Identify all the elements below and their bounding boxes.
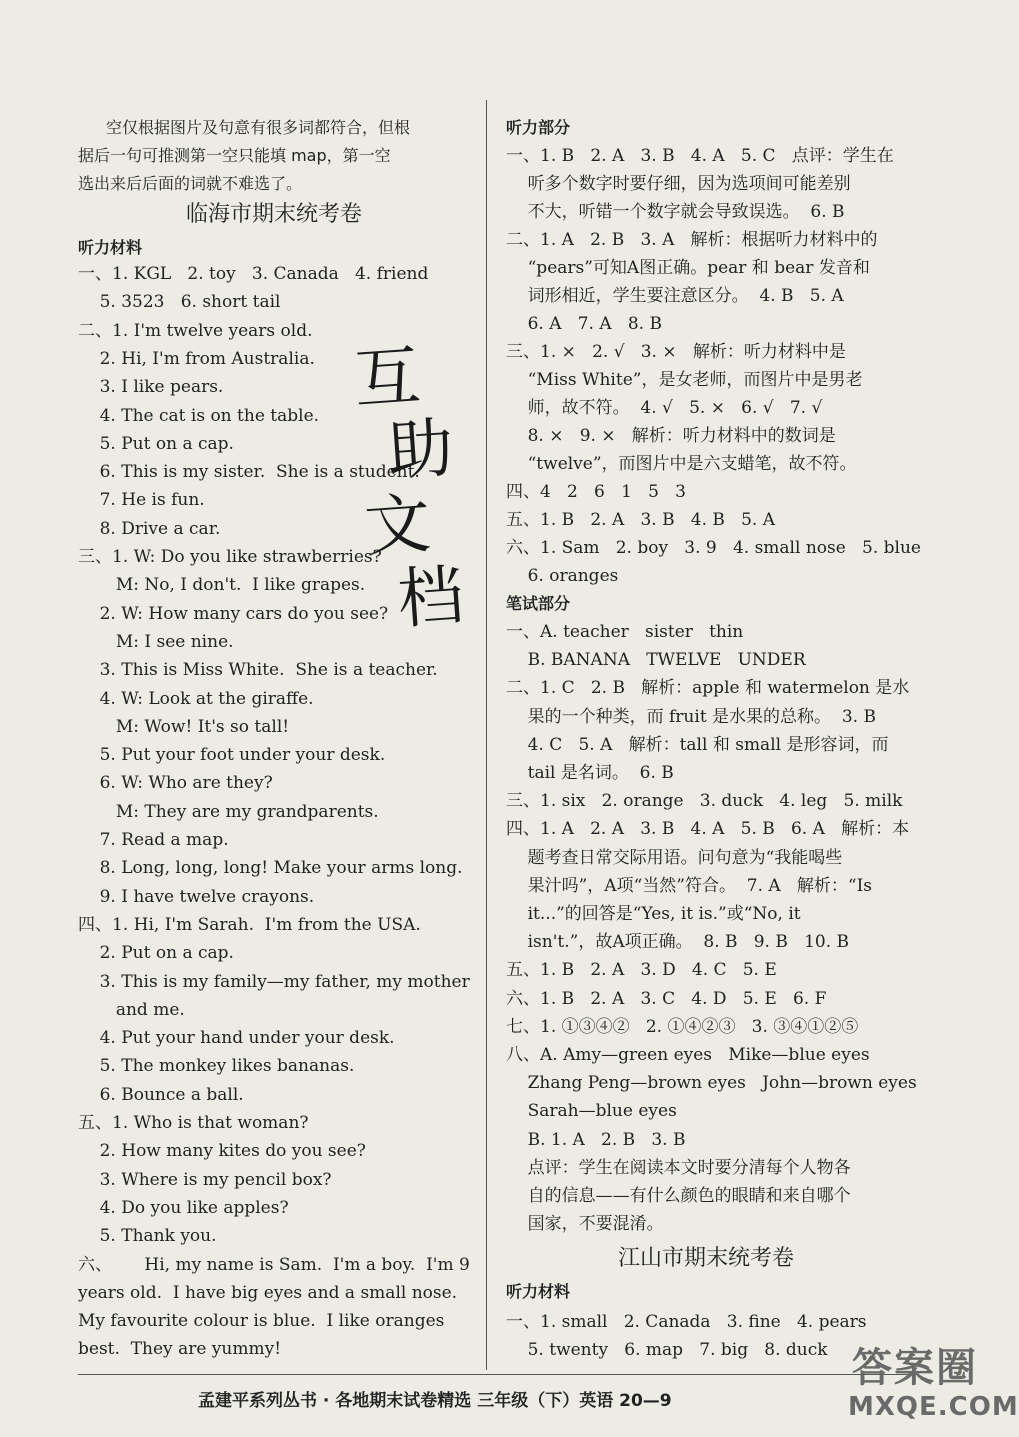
handwritten-char: 互 [351, 336, 427, 419]
answer-line: 三、1. six 2. orange 3. duck 4. leg 5. milk [506, 791, 903, 812]
answer-line: 五、1. Who is that woman? [78, 1113, 309, 1133]
answer-line: 题考查日常交际用语。问句意为“我能喝些 [506, 847, 843, 868]
answer-line: 3. Where is my pencil box? [78, 1169, 332, 1190]
answer-line: 5. twenty 6. map 7. big 8. duck [506, 1340, 828, 1360]
answer-line: 点评：学生在阅读本文时要分清每个人物各 [506, 1157, 851, 1178]
answer-line: 二、1. C 2. B 解析：apple 和 watermelon 是水 [506, 678, 910, 699]
answer-line: 三、1. W: Do you like strawberries? [78, 547, 382, 567]
handwritten-char: 文 [361, 484, 438, 567]
answer-line: “pears”可知A图正确。pear 和 bear 发音和 [506, 258, 870, 278]
answer-line: 3. I like pears. [78, 377, 224, 398]
answer-line: 8. × 9. × 解析：听力材料中的数词是 [506, 426, 836, 446]
answer-line: 一、1. KGL 2. toy 3. Canada 4. friend [78, 264, 429, 284]
answer-line: tail 是名词。 6. B [506, 763, 674, 783]
answer-line: 自的信息——有什么颜色的眼睛和来自哪个 [506, 1186, 851, 1206]
answer-line: 一、A. teacher sister thin [506, 622, 744, 642]
answer-line: and me. [78, 999, 185, 1020]
answer-line: 二、1. A 2. B 3. A 解析：根据听力材料中的 [506, 230, 878, 250]
intro-line: 据后一句可推测第一空只能填 map，第一空 [78, 146, 391, 165]
answer-line: 2. W: How many cars do you see? [78, 603, 389, 624]
answer-line: 5. 3523 6. short tail [78, 292, 281, 313]
answer-line: 6. oranges [506, 566, 619, 586]
answer-line: 三、1. × 2. √ 3. × 解析：听力材料中是 [506, 342, 846, 362]
answer-line: 听多个数字时要仔细，因为选项间可能差别 [506, 174, 851, 194]
section-heading: 笔试部分 [506, 594, 571, 613]
answer-line: 4. W: Look at the giraffe. [78, 688, 314, 709]
answer-line: 国家，不要混淆。 [506, 1214, 664, 1235]
watermark-url: MXQE.COM [848, 1392, 1019, 1422]
answer-line: 六、1. B 2. A 3. C 4. D 5. E 6. F [506, 988, 827, 1009]
answer-line: 二、1. I'm twelve years old. [78, 320, 313, 341]
answer-line: B. BANANA TWELVE UNDER [506, 650, 806, 671]
answer-line: Sarah—blue eyes [506, 1101, 677, 1122]
answer-line: 五、1. B 2. A 3. B 4. B 5. A [506, 510, 775, 530]
answer-line: 6. This is my sister. She is a student. [78, 462, 420, 483]
answer-line: M: Wow! It's so tall! [78, 716, 290, 737]
answer-line: isn't.”，故A项正确。 8. B 9. B 10. B [506, 932, 849, 953]
answer-line: 6. A 7. A 8. B [506, 314, 662, 334]
answer-line: 六、1. Sam 2. boy 3. 9 4. small nose 5. blue [506, 538, 921, 558]
answer-line: 5. Put on a cap. [78, 433, 234, 454]
answer-line: 果汁吗”，A项“当然”符合。 7. A 解析：“Is [506, 875, 873, 896]
handwritten-char: 助 [384, 408, 460, 491]
answer-line: 3. This is my family—my father, my mother [78, 971, 470, 992]
answer-line: 一、1. small 2. Canada 3. fine 4. pears [506, 1312, 867, 1332]
answer-line: 师，故不符。 4. √ 5. × 6. √ 7. √ [506, 398, 823, 418]
answer-line: 6. W: Who are they? [78, 773, 273, 794]
site-watermark [842, 1336, 1019, 1430]
answer-line: 5. The monkey likes bananas. [78, 1056, 355, 1077]
answer-line: M: No, I don't. I like grapes. [78, 575, 366, 596]
answer-line: 2. Put on a cap. [78, 943, 234, 964]
answer-line: “twelve”，而图片中是六支蜡笔，故不符。 [506, 454, 857, 474]
answer-line: 5. Put your foot under your desk. [78, 745, 386, 766]
section-title: 江山市期末统考卷 [617, 1246, 794, 1271]
footer-rule [78, 1374, 908, 1375]
answer-line: best. They are yummy! [78, 1339, 282, 1360]
answer-line: 6. Bounce a ball. [78, 1084, 244, 1105]
answer-line: 4. Do you like apples? [78, 1197, 289, 1218]
handwritten-char: 档 [395, 556, 471, 639]
answer-line: 5. Thank you. [78, 1226, 217, 1247]
section-heading: 听力材料 [506, 1282, 571, 1301]
watermark-logo: 答案圈 [852, 1345, 978, 1391]
answer-line: Zhang Peng—brown eyes John—brown eyes [506, 1073, 917, 1094]
answer-line: 9. I have twelve crayons. [78, 886, 315, 907]
answer-line: 八、A. Amy—green eyes Mike—blue eyes [506, 1045, 870, 1065]
answer-line: years old. I have big eyes and a small nose. [78, 1282, 458, 1303]
section-heading: 听力材料 [78, 238, 143, 257]
answer-line: 4. Put your hand under your desk. [78, 1028, 395, 1049]
answer-line: B. 1. A 2. B 3. B [506, 1129, 686, 1150]
answer-line: 4. The cat is on the table. [78, 405, 320, 426]
intro-line: 空仅根据图片及句意有很多词都符合，但根 [106, 118, 411, 137]
answer-line: 3. This is Miss White. She is a teacher. [78, 660, 438, 681]
column-divider [486, 100, 487, 1370]
answer-line: 四、4 2 6 1 5 3 [506, 482, 686, 502]
answer-line: 五、1. B 2. A 3. D 4. C 5. E [506, 960, 777, 981]
answer-line: 四、1. A 2. A 3. B 4. A 5. B 6. A 解析：本 [506, 819, 910, 840]
page-footer: 孟建平系列丛书 · 各地期末试卷精选 三年级（下）英语 20—9 [198, 1391, 672, 1411]
answer-line: 8. Long, long, long! Make your arms long. [78, 858, 463, 879]
answer-line: 六、 Hi, my name is Sam. I'm a boy. I'm 9 [78, 1254, 470, 1275]
answer-line: 8. Drive a car. [78, 518, 221, 539]
handwritten-annotation [352, 337, 470, 639]
answer-line: 4. C 5. A 解析：tall 和 small 是形容词，而 [506, 734, 889, 755]
answer-line: 一、1. B 2. A 3. B 4. A 5. C 点评：学生在 [506, 146, 894, 166]
section-heading: 听力部分 [506, 118, 571, 137]
answer-line: 七、1. ①③④② 2. ①④②③ 3. ③④①②⑤ [506, 1016, 859, 1037]
answer-line: My favourite colour is blue. I like oranges [78, 1311, 445, 1332]
answer-line: 2. Hi, I'm from Australia. [78, 348, 315, 369]
answer-line: M: They are my grandparents. [78, 801, 379, 822]
intro-line: 选出来后后面的词就不难选了。 [78, 174, 303, 193]
answer-line: 不大，听错一个数字就会导致误选。 6. B [506, 202, 845, 222]
answer-line: 2. How many kites do you see? [78, 1141, 366, 1162]
answer-line: it...”的回答是“Yes, it is.”或“No, it [506, 904, 801, 924]
answer-line: 7. Read a map. [78, 830, 229, 850]
answer-line: 四、1. Hi, I'm Sarah. I'm from the USA. [78, 914, 421, 935]
answer-line: 词形相近，学生要注意区分。 4. B 5. A [506, 286, 844, 306]
answer-line: “Miss White”，是女老师，而图片中是男老 [506, 370, 863, 390]
section-title: 临海市期末统考卷 [185, 202, 362, 227]
answer-line: 果的一个种类，而 fruit 是水果的总称。 3. B [506, 706, 876, 727]
answer-line: M: I see nine. [78, 631, 234, 652]
answer-line: 7. He is fun. [78, 490, 205, 511]
